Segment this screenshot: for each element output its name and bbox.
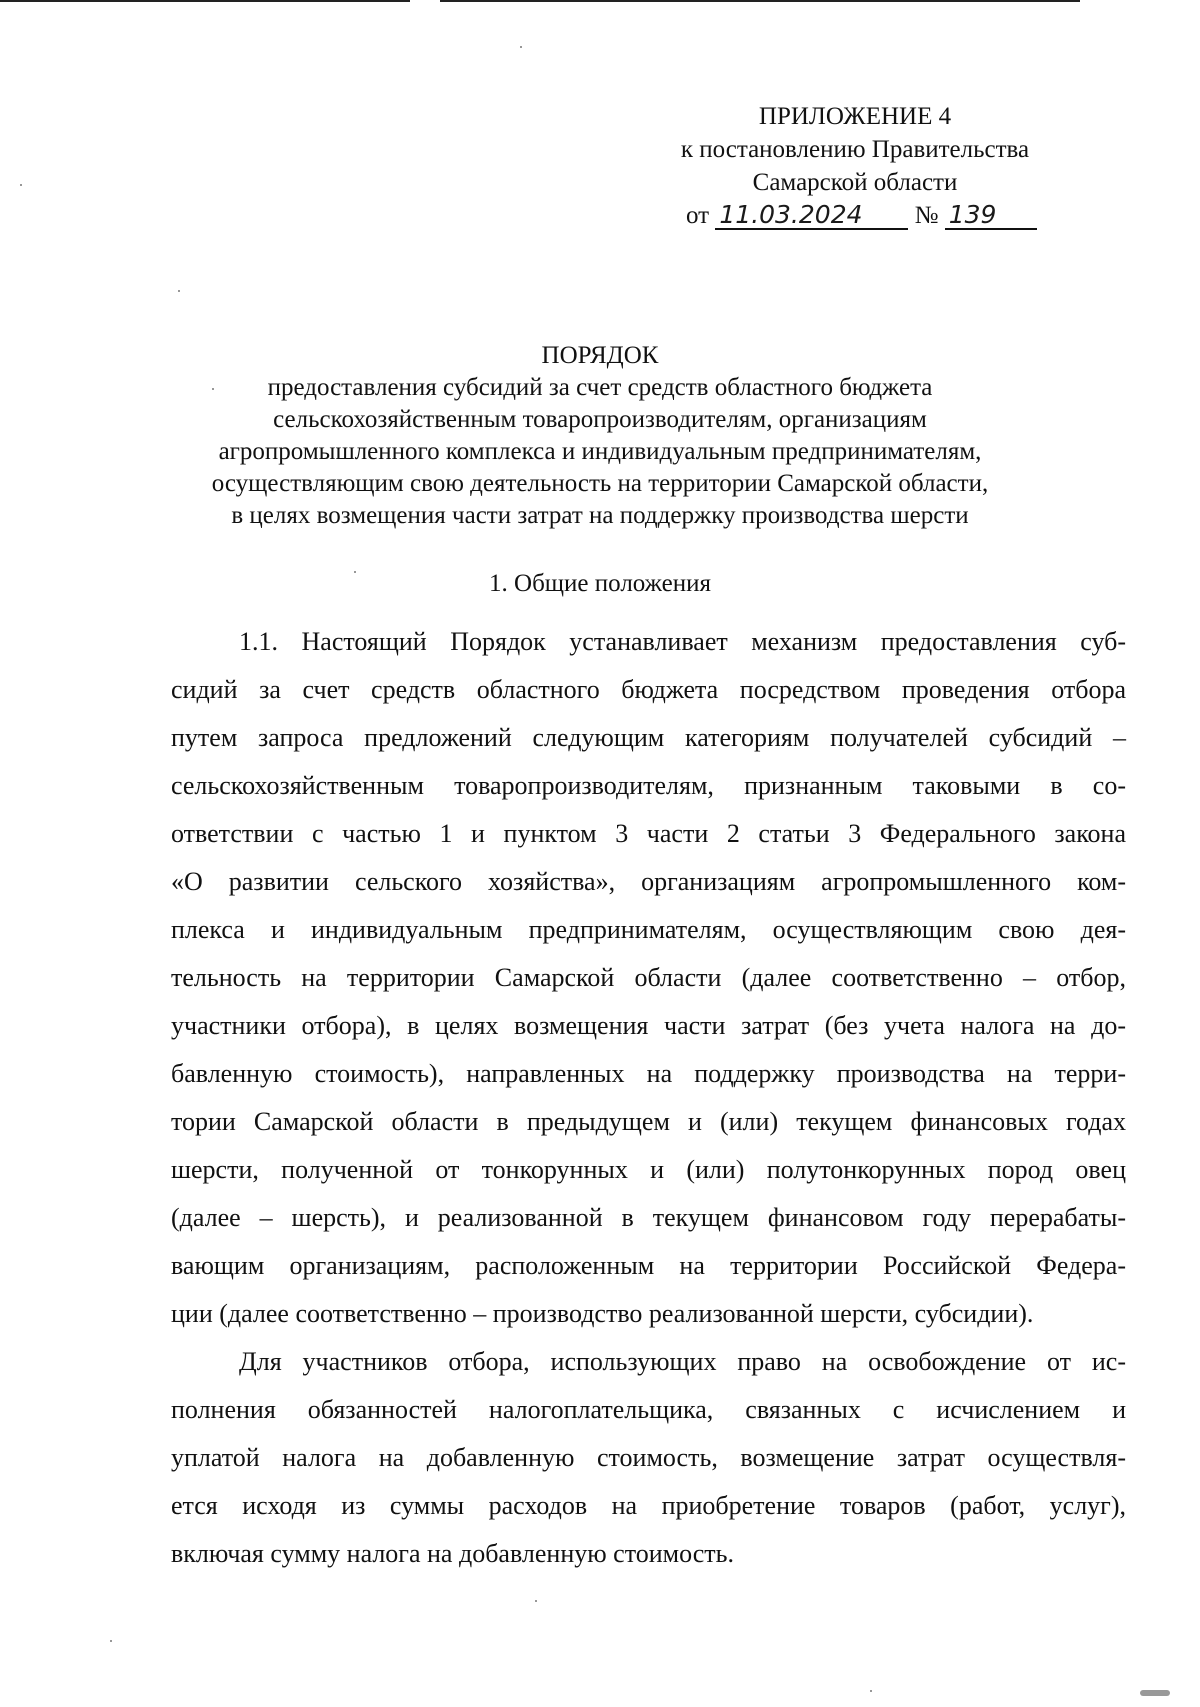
paragraph-line: Для участников отбора, использующих право на освобождение от ис-: [239, 1347, 1126, 1376]
paragraph-line: «О развитии сельского хозяйства», организациям агропромышленного ком-: [171, 867, 1126, 896]
paragraph-line: плекса и индивидуальным предпринимателям, осуществляющим свою дея-: [171, 915, 1126, 944]
scan-speck: [535, 1600, 537, 1602]
scan-edge-line: [440, 0, 1080, 2]
paragraph-vat-exempt: [171, 1338, 1126, 1578]
appendix-header: [620, 100, 1090, 232]
title-line: осуществляющим свою деятельность на территории Самарской области,: [211, 470, 989, 497]
paragraph-line: полнения обязанностей налогоплательщика, связанных с исчислением и: [171, 1395, 1126, 1424]
paragraph-line: 1.1. Настоящий Порядок устанавливает механизм предоставления суб-: [239, 627, 1126, 656]
title-line: предоставления субсидий за счет средств областного бюджета: [267, 374, 933, 401]
appendix-region: Самарской области: [752, 169, 958, 196]
scan-speck: [520, 46, 522, 48]
document-title: [150, 340, 1050, 532]
appendix-title: ПРИЛОЖЕНИЕ 4: [758, 103, 952, 130]
title-line: сельскохозяйственным товаропроизводителям, организациям: [273, 406, 927, 433]
scan-speck: [1140, 1690, 1170, 1696]
scan-speck: [178, 290, 180, 292]
scan-speck: [354, 571, 356, 573]
paragraph-line: ции (далее соответственно – производство реализованной шерсти, субсидии).: [171, 1299, 1034, 1328]
paragraph-line: участники отбора), в целях возмещения части затрат (без учета налога на до-: [171, 1011, 1126, 1040]
appendix-date-line: [620, 199, 1090, 232]
paragraph-line: (далее – шерсть), и реализованной в текущем финансовом году перерабаты-: [171, 1203, 1126, 1232]
title-line: агропромышленного комплекса и индивидуальным предпринимателям,: [218, 438, 982, 465]
paragraph-line: уплатой налога на добавленную стоимость, возмещение затрат осуществля-: [171, 1443, 1126, 1472]
date-prefix: от: [686, 202, 710, 229]
appendix-resolution-ref: к постановлению Правительства: [680, 136, 1030, 163]
scan-speck: [20, 184, 22, 186]
paragraph-1-1: [171, 618, 1126, 1338]
paragraph-line: бавленную стоимость), направленных на поддержку производства на терри-: [171, 1059, 1126, 1088]
paragraph-line: путем запроса предложений следующим категориям получателей субсидий –: [171, 723, 1126, 752]
paragraph-line: сидий за счет средств областного бюджета посредством проведения отбора: [171, 675, 1126, 704]
title-line: в целях возмещения части затрат на поддержку производства шерсти: [231, 502, 969, 529]
paragraph-line: тории Самарской области в предыдущем и (или) текущем финансовых годах: [171, 1107, 1126, 1136]
title-heading: ПОРЯДОК: [541, 342, 659, 369]
paragraph-line: сельскохозяйственным товаропроизводителям, признанным таковыми в со-: [171, 771, 1126, 800]
handwritten-number: 139: [945, 201, 1037, 230]
scan-speck: [870, 1690, 872, 1692]
handwritten-date: 11.03.2024: [715, 201, 908, 230]
paragraph-line: вающим организациям, расположенным на территории Российской Федера-: [171, 1251, 1126, 1280]
paragraph-line: ется исходя из суммы расходов на приобретение товаров (работ, услуг),: [171, 1491, 1126, 1520]
paragraph-line: шерсти, полученной от тонкорунных и (или) полутонкорунных пород овец: [171, 1155, 1126, 1184]
number-sign: №: [914, 202, 939, 229]
paragraph-line: тельность на территории Самарской области (далее соответственно – отбор,: [171, 963, 1126, 992]
scan-edge-line: [0, 0, 410, 2]
paragraph-line: ответствии с частью 1 и пунктом 3 части 2 статьи 3 Федерального закона: [171, 819, 1126, 848]
paragraph-line: включая сумму налога на добавленную стоимость.: [171, 1539, 734, 1568]
section-heading: 1. Общие положения: [489, 570, 711, 597]
scan-speck: [212, 388, 214, 390]
scan-speck: [110, 1640, 112, 1642]
